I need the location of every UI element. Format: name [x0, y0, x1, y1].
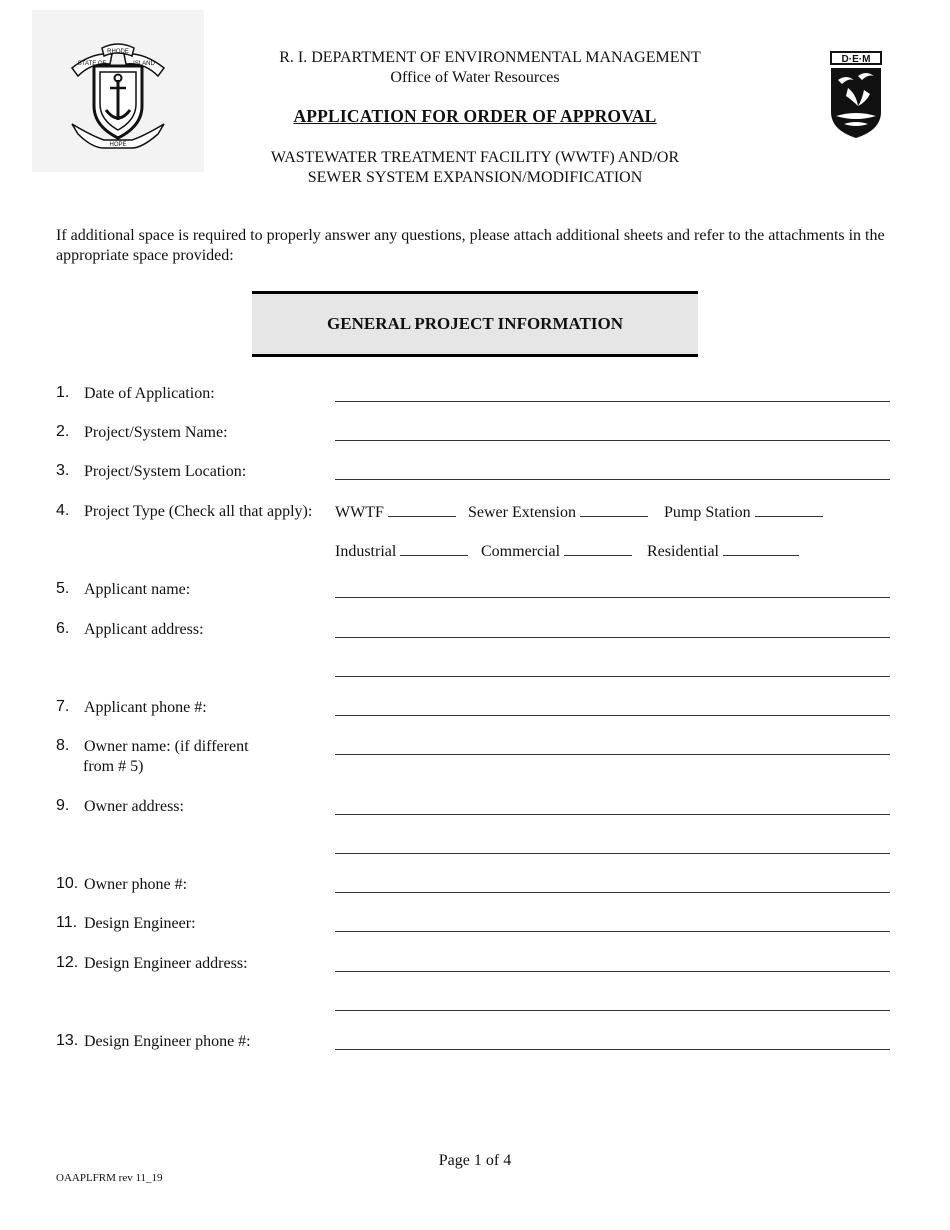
dem-logo: [828, 50, 884, 140]
field-label-project-name: Project/System Name:: [84, 424, 228, 441]
section-title-box: [252, 291, 698, 357]
checkbox-line-commercial[interactable]: [564, 541, 632, 556]
field-label-owner-address: Owner address:: [84, 798, 184, 815]
input-line-owner-phone[interactable]: [335, 892, 890, 893]
section-title: GENERAL PROJECT INFORMATION: [327, 314, 623, 333]
field-number: 12.: [56, 954, 79, 971]
field-label-owner-name-note: from # 5): [83, 758, 144, 775]
field-label-applicant-phone: Applicant phone #:: [84, 699, 207, 716]
input-line-design-engineer-phone[interactable]: [335, 1049, 890, 1050]
state-seal: [32, 10, 204, 172]
checkbox-line-sewer-extension[interactable]: [580, 502, 648, 517]
input-line-applicant-address-1[interactable]: [335, 637, 890, 638]
field-number: 3.: [56, 462, 70, 479]
seal-text-rhode: RHODE: [107, 49, 129, 55]
instructions-text: If additional space is required to properly answer any questions, please attach additional sheets and refer to the attachments in the appropriate space provided:: [56, 227, 885, 264]
seal-text-island: ISLAND: [133, 61, 155, 67]
input-line-applicant-address-2[interactable]: [335, 676, 890, 677]
field-label-owner-name: Owner name: (if different: [84, 738, 249, 755]
field-number: 11.: [56, 914, 78, 931]
field-number: 5.: [56, 580, 70, 597]
field-number: 6.: [56, 620, 70, 637]
checkbox-line-industrial[interactable]: [400, 541, 468, 556]
option-pump-station[interactable]: [664, 502, 823, 522]
input-line-design-engineer-address-1[interactable]: [335, 971, 890, 972]
field-number: 4.: [56, 502, 70, 519]
option-label-residential: Residential: [647, 543, 719, 560]
field-label-design-engineer: Design Engineer:: [84, 915, 196, 932]
input-line-applicant-name[interactable]: [335, 597, 890, 598]
field-number: 2.: [56, 423, 70, 440]
input-line-owner-address-2[interactable]: [335, 853, 890, 854]
input-line-owner-name[interactable]: [335, 754, 890, 755]
field-label-design-engineer-phone: Design Engineer phone #:: [84, 1033, 251, 1050]
field-label-date: Date of Application:: [84, 385, 215, 402]
input-line-date[interactable]: [335, 401, 890, 402]
form-subtitle-line1: WASTEWATER TREATMENT FACILITY (WWTF) AND/OR: [270, 149, 680, 166]
option-label-commercial: Commercial: [481, 543, 561, 560]
input-line-design-engineer[interactable]: [335, 931, 890, 932]
form-revision-id: OAAPLFRM rev 11_19: [56, 1172, 163, 1184]
field-label-project-location: Project/System Location:: [84, 463, 247, 480]
form-title: APPLICATION FOR ORDER OF APPROVAL: [293, 106, 657, 126]
field-number: 1.: [56, 384, 70, 401]
department-name: R. I. DEPARTMENT OF ENVIRONMENTAL MANAGEMENT: [279, 49, 701, 66]
office-name: Office of Water Resources: [390, 69, 560, 86]
page-number: Page 1 of 4: [438, 1152, 512, 1169]
field-label-applicant-address: Applicant address:: [84, 621, 204, 638]
option-label-industrial: Industrial: [335, 543, 397, 560]
input-line-design-engineer-address-2[interactable]: [335, 1010, 890, 1011]
field-label-applicant-name: Applicant name:: [84, 581, 191, 598]
input-line-project-location[interactable]: [335, 479, 890, 480]
field-label-design-engineer-address: Design Engineer address:: [84, 955, 248, 972]
checkbox-line-wwtf[interactable]: [388, 502, 456, 517]
seal-text-state-of: STATE OF: [77, 61, 107, 67]
field-number: 9.: [56, 797, 70, 814]
input-line-project-name[interactable]: [335, 440, 890, 441]
field-number: 7.: [56, 698, 70, 715]
field-number: 8.: [56, 737, 70, 754]
option-industrial[interactable]: [335, 541, 468, 561]
field-number: 10.: [56, 875, 79, 892]
option-wwtf[interactable]: [335, 502, 456, 522]
option-label-pump-station: Pump Station: [664, 504, 751, 521]
option-label-sewer-extension: Sewer Extension: [468, 504, 576, 521]
checkbox-line-pump-station[interactable]: [755, 502, 823, 517]
option-residential[interactable]: [647, 541, 799, 561]
field-label-owner-phone: Owner phone #:: [84, 876, 188, 893]
option-commercial[interactable]: [481, 541, 632, 561]
field-number: 13.: [56, 1032, 79, 1049]
seal-text-hope: HOPE: [109, 142, 127, 148]
input-line-applicant-phone[interactable]: [335, 715, 890, 716]
input-line-owner-address-1[interactable]: [335, 814, 890, 815]
field-label-project-type: Project Type (Check all that apply):: [84, 503, 313, 520]
dem-logo-text: D·E·M: [841, 54, 871, 65]
checkbox-line-residential[interactable]: [723, 541, 799, 556]
option-label-wwtf: WWTF: [335, 504, 384, 521]
option-sewer-extension[interactable]: [468, 502, 648, 522]
form-subtitle-line2: SEWER SYSTEM EXPANSION/MODIFICATION: [307, 169, 643, 186]
